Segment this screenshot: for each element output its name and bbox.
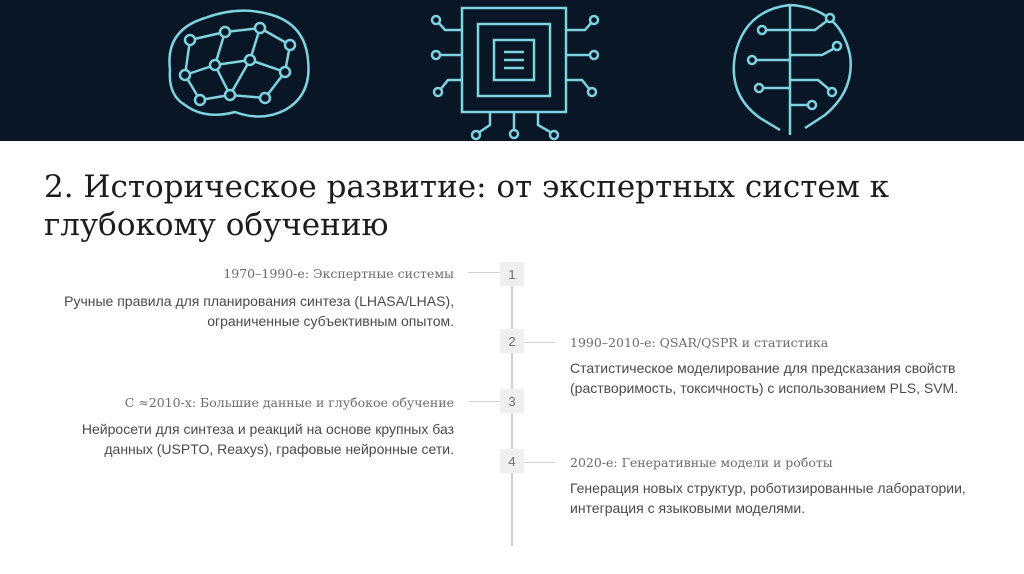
- banner-illustration: [0, 0, 1024, 141]
- header-banner: [0, 0, 1024, 141]
- timeline-text-3: Нейросети для синтеза и реакций на основе крупных баз данных (USPTO, Reaxys), графовые нейронные сети.: [81, 421, 454, 457]
- timeline-marker-4: 4: [500, 449, 524, 473]
- page-title: 2. Историческое развитие: от экспертных систем к глубокому обучению: [44, 169, 890, 243]
- head-circuit-icon: [734, 5, 851, 135]
- brain-network-icon: [169, 11, 308, 117]
- circuit-chip-icon: [438, 8, 592, 133]
- timeline-marker-2: 2: [500, 329, 524, 353]
- timeline-connector-1: [468, 272, 500, 273]
- timeline-heading-2: 1990–2010-е: QSAR/QSPR и статистика: [570, 335, 829, 350]
- timeline-connector-2: [524, 342, 556, 343]
- timeline-text-4: Генерация новых структур, роботизированные лаборатории, интеграция с языковыми моделями.: [570, 480, 966, 516]
- timeline-text-2: Статистическое моделирование для предсказания свойств (растворимость, токсичность) с использованием PLS, SVM.: [570, 360, 959, 396]
- timeline-heading-3: С ≈2010-х: Большие данные и глубокое обучение: [124, 395, 454, 410]
- timeline-marker-1: 1: [500, 262, 524, 286]
- timeline-marker-3: 3: [500, 389, 524, 413]
- timeline-heading-4: 2020-е: Генеративные модели и роботы: [570, 455, 833, 470]
- timeline-heading-1: 1970–1990-е: Экспертные системы: [223, 266, 454, 281]
- timeline-connector-3: [468, 401, 500, 402]
- timeline-connector-4: [524, 462, 556, 463]
- timeline-text-1: Ручные правила для планирования синтеза (LHASA/LHAS), ограниченные субъективным опытом.: [64, 293, 454, 329]
